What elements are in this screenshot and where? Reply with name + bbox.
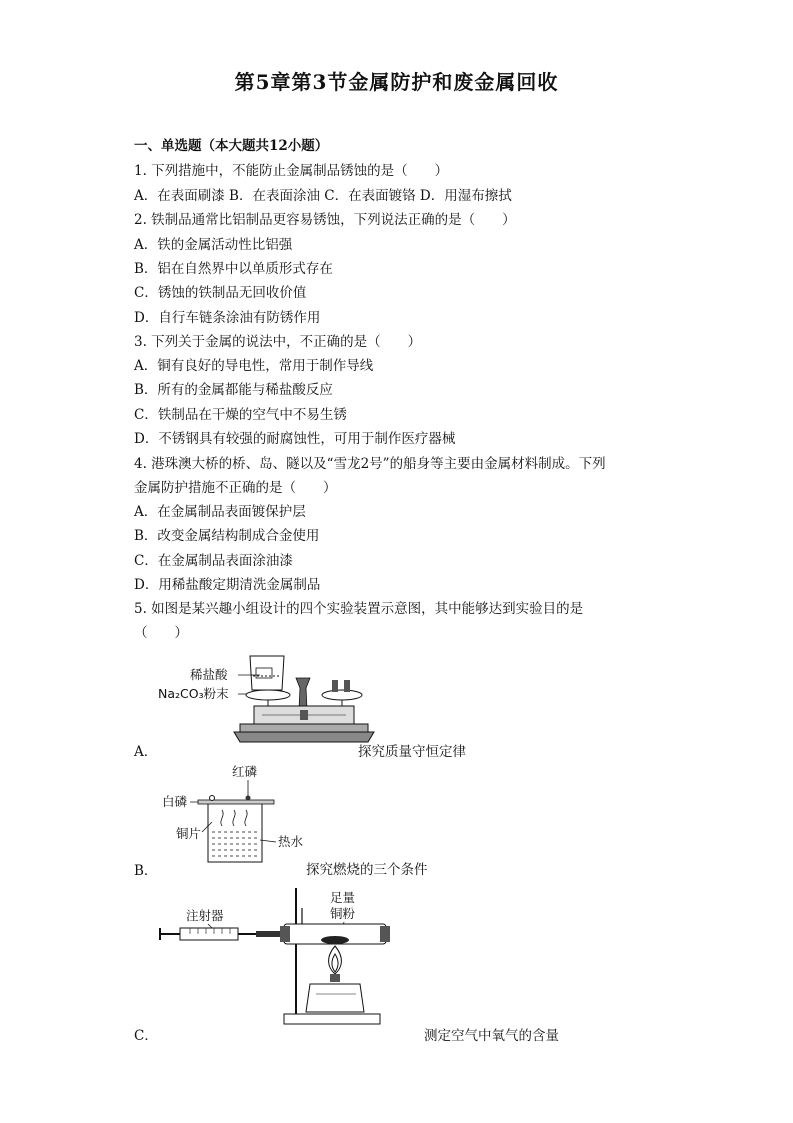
- figure-c-label-enough: 足量: [330, 890, 356, 905]
- question-3: 3. 下列关于金属的说法中，不正确的是（ ）: [134, 334, 422, 350]
- figure-c-apparatus: [160, 884, 400, 1034]
- question-1: 1. 下列措施中，不能防止金属制品锈蚀的是（ ）: [134, 163, 449, 179]
- question-4-cont: 金属防护措施不正确的是（ ）: [134, 480, 337, 496]
- question-4-option-d: D．用稀盐酸定期清洗金属制品: [134, 577, 321, 593]
- figure-b-label-white-p: 白磷: [162, 794, 188, 809]
- question-4-option-b: B．改变金属结构制成合金使用: [134, 528, 320, 544]
- figure-b-label-copper: 铜片: [176, 826, 202, 841]
- figure-c-label-cu-powder: 铜粉: [330, 906, 356, 921]
- question-3-option-a: A．铜有良好的导电性，常用于制作导线: [134, 358, 374, 374]
- question-1-options: A．在表面刷漆 B．在表面涂油 C．在表面镀铬 D．用湿布擦拭: [134, 188, 512, 204]
- question-3-option-c: C．铁制品在干燥的空气中不易生锈: [134, 407, 347, 423]
- question-2-option-c: C．锈蚀的铁制品无回收价值: [134, 285, 307, 301]
- figure-b-label-red-p: 红磷: [232, 764, 258, 779]
- figure-b-caption: 探究燃烧的三个条件: [306, 862, 428, 878]
- figure-a-caption: 探究质量守恒定律: [358, 744, 466, 760]
- section-heading: 一、单选题（本大题共12小题）: [134, 138, 329, 154]
- page-title: 第5章第3节金属防护和废金属回收: [234, 70, 559, 94]
- question-5-cont: （ ）: [134, 625, 188, 641]
- figure-c-option: C．: [134, 1028, 158, 1044]
- figure-b-beaker: [160, 766, 310, 871]
- question-4-option-c: C．在金属制品表面涂油漆: [134, 553, 293, 569]
- figure-c-label-syringe: 注射器: [186, 908, 224, 923]
- figure-a-label-powder: Na₂CO₃粉末: [158, 686, 229, 701]
- question-2-option-a: A．铁的金属活动性比铝强: [134, 237, 293, 253]
- question-3-option-b: B．所有的金属都能与稀盐酸反应: [134, 382, 333, 398]
- figure-a-option: A．: [134, 744, 158, 760]
- figure-a-label-acid: 稀盐酸: [190, 667, 228, 682]
- question-2: 2. 铁制品通常比铝制品更容易锈蚀，下列说法正确的是（ ）: [134, 212, 516, 228]
- figure-a-balance: [150, 650, 370, 750]
- question-4-option-a: A．在金属制品表面镀保护层: [134, 504, 306, 520]
- figure-c-caption: 测定空气中氧气的含量: [424, 1028, 559, 1044]
- figure-b-label-water: 热水: [278, 834, 304, 849]
- question-4: 4. 港珠澳大桥的桥、岛、隧以及“雪龙2号”的船身等主要由金属材料制成。下列: [134, 456, 606, 472]
- question-5: 5. 如图是某兴趣小组设计的四个实验装置示意图，其中能够达到实验目的是: [134, 601, 584, 617]
- figure-b-option: B．: [134, 863, 158, 879]
- question-2-option-d: D．自行车链条涂油有防锈作用: [134, 310, 321, 326]
- question-3-option-d: D．不锈钢具有较强的耐腐蚀性，可用于制作医疗器械: [134, 431, 456, 447]
- question-2-option-b: B．铝在自然界中以单质形式存在: [134, 261, 333, 277]
